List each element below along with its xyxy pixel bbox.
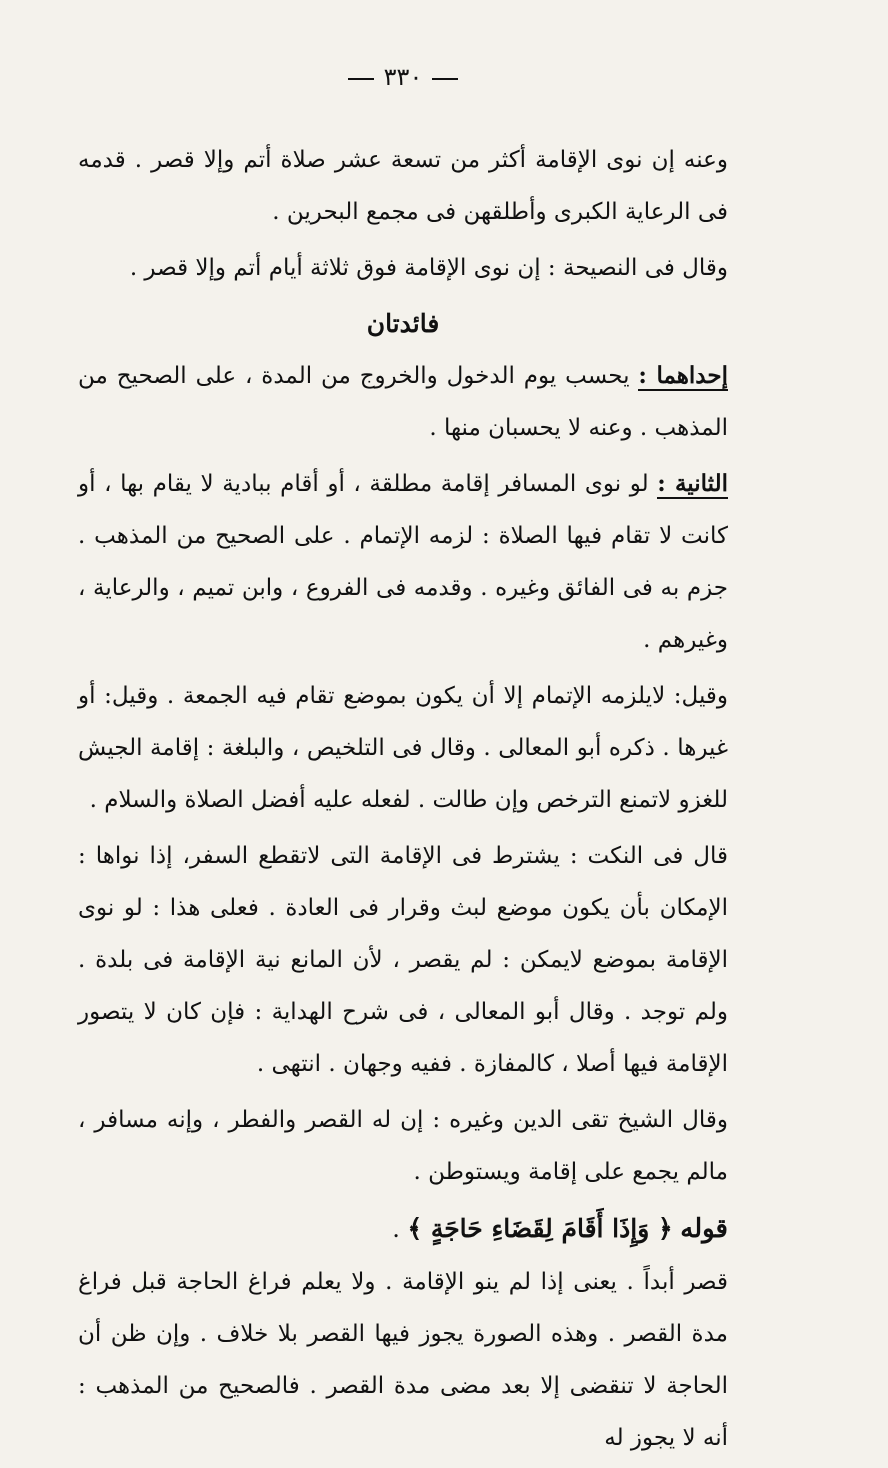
right-dash-divider <box>432 78 458 80</box>
section-heading: فائدتان <box>366 309 440 338</box>
paragraph-6: قال فى النكت : يشترط فى الإقامة التى لاتقطع السفر، إذا نواها : الإمكان بأن يكون موضع لبث وقرار فى العادة . فعلى هذا : لو نوى الإقامة بموضع لايمكن : لم يقصر ، لأن المانع نية الإقامة فى بلدة . ولم توجد . وقال أبو المعالى ، فى شرح الهداية : فإن كان لا يتصور الإقامة فيها أصلا ، كالمفازة . ففيه وجهان . انتهى . <box>78 843 728 1077</box>
paragraph-4 <box>78 458 728 666</box>
first-point-text: يحسب يوم الدخول والخروج من المدة ، على الصحيح من المذهب . وعنه لا يحسبان منها . <box>78 363 728 441</box>
paragraph-1: وعنه إن نوى الإقامة أكثر من تسعة عشر صلاة أتم وإلا قصر . قدمه فى الرعاية الكبرى وأطلقهن فى مجمع البحرين . <box>78 147 728 225</box>
paragraph-5: وقيل: لايلزمه الإتمام إلا أن يكون بموضع تقام فيه الجمعة . وقيل: أو غيرها . ذكره أبو المعالى . وقال فى التلخيص ، والبلغة : إقامة الجيش للغزو لاتمنع الترخص وإن طالت . لفعله عليه أفضل الصلاة والسلام . <box>78 683 728 813</box>
quoted-verse-line <box>78 1202 728 1256</box>
paragraph-8: قصر أبداً . يعنى إذا لم ينو الإقامة . ولا يعلم فراغ الحاجة قبل فراغ مدة القصر . وهذه الصورة يجوز فيها القصر بلا خلاف . وإن ظن أن الحاجة لا تنقضى إلا بعد مضى مدة القصر . فالصحيح من المذهب : أنه لا يجوز له <box>78 1269 728 1451</box>
paragraph-2: وقال فى النصيحة : إن نوى الإقامة فوق ثلاثة أيام أتم وإلا قصر . <box>129 255 728 281</box>
second-point-text: لو نوى المسافر إقامة مطلقة ، أو أقام ببادية لا يقام بها ، أو كانت لا تقام فيها الصلاة : لزمه الإتمام . على الصحيح من المذهب . جزم به فى الفائق وغيره . وقدمه فى الفروع ، وابن تميم ، والرعاية ، وغيرهم . <box>78 471 728 653</box>
paragraph-7: وقال الشيخ تقى الدين وغيره : إن له القصر والفطر ، وإنه مسافر ، مالم يجمع على إقامة ويستوطن . <box>78 1107 728 1185</box>
quote-end: . <box>392 1215 408 1243</box>
first-point-label: إحداهما : <box>638 362 728 389</box>
page-number: ٣٣٠ <box>383 63 423 91</box>
page-number-header <box>78 62 728 92</box>
second-point-label: الثانية : <box>657 470 728 497</box>
left-dash-divider <box>348 78 374 80</box>
quoted-verse: ﴿ وَإِذَا أَقَامَ لِقَضَاءِ حَاجَةٍ ﴾ <box>407 1214 673 1243</box>
page-body <box>78 62 728 1468</box>
quote-lead: قوله <box>680 1214 728 1244</box>
paragraph-3 <box>78 350 728 454</box>
